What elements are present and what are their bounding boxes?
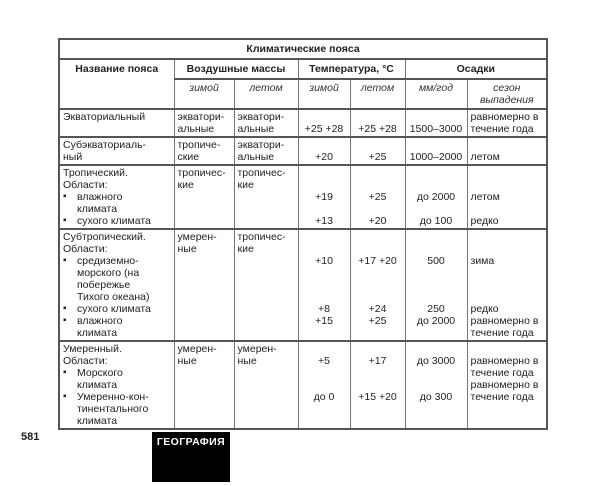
- precip-mm-cell: до 3000 до 300: [405, 341, 467, 429]
- temp-summer-cell: +25 +20: [350, 165, 405, 229]
- table-title: Климатические пояса: [59, 39, 547, 59]
- header-zone: Название пояса: [59, 59, 174, 109]
- air-summer-cell: умерен- ные: [234, 341, 298, 429]
- zone-name: Субэкваториаль- ный: [59, 137, 174, 165]
- subheader-season: сезон выпадения: [467, 79, 547, 109]
- region-dry: ▪ сухого климата: [63, 215, 171, 227]
- subheader-temp-winter: зимой: [298, 79, 350, 109]
- air-winter-cell: умерен- ные: [174, 229, 234, 341]
- air-winter-cell: экватори- альные: [174, 109, 234, 137]
- table-row-equatorial: [59, 109, 547, 137]
- precip-mm-cell: 1500–3000: [405, 109, 467, 137]
- subheader-air-summer: летом: [234, 79, 298, 109]
- temp-winter-cell: +20: [298, 137, 350, 165]
- subheader-temp-summer: летом: [350, 79, 405, 109]
- zone-name: Тропический. Области: ▪ влажного климата ▪ сухого климата: [59, 165, 174, 229]
- region-humid: ▪ влажного климата: [63, 315, 147, 339]
- subheader-air-winter: зимой: [174, 79, 234, 109]
- precip-mm-cell: 500 250 до 2000: [405, 229, 467, 341]
- table-row-temperate: [59, 341, 547, 429]
- precip-season-cell: летом редко: [467, 165, 547, 229]
- air-summer-cell: тропичес- кие: [234, 229, 298, 341]
- zone-name: Экваториальный: [59, 109, 174, 137]
- temp-summer-cell: +17 +15 +20: [350, 341, 405, 429]
- header-precipitation: Осадки: [405, 59, 547, 79]
- table-header-row: [59, 59, 547, 79]
- temp-winter-cell: +25 +28: [298, 109, 350, 137]
- region-continental: ▪ Умеренно-кон-тинентального климата: [63, 391, 157, 427]
- page-number: 581: [21, 431, 40, 443]
- table-row-subtropical: [59, 229, 547, 341]
- region-marine: ▪ Морского климата: [63, 367, 147, 391]
- air-winter-cell: тропиче- ские: [174, 137, 234, 165]
- temp-winter-cell: +5 до 0: [298, 341, 350, 429]
- precip-mm-cell: до 2000 до 100: [405, 165, 467, 229]
- temp-winter-cell: +10 +8 +15: [298, 229, 350, 341]
- subheader-mm-per-year: мм/год: [405, 79, 467, 109]
- region-mediterranean: ▪ средиземно-морского (на побережье Тихого океана): [63, 255, 163, 303]
- air-summer-cell: экватори- альные: [234, 137, 298, 165]
- table-title-row: [59, 39, 547, 59]
- air-winter-cell: тропичес- кие: [174, 165, 234, 229]
- temp-winter-cell: +19 +13: [298, 165, 350, 229]
- precip-season-cell: равномерно в течение года равномерно в течение года: [467, 341, 547, 429]
- zone-name: Субтропический. Области: ▪ средиземно-морского (на побережье Тихого океана) ▪ сухого климата ▪ влажного климата: [59, 229, 174, 341]
- air-winter-cell: умерен- ные: [174, 341, 234, 429]
- zone-name: Умеренный. Области: ▪ Морского климата ▪ Умеренно-кон-тинентального климата: [59, 341, 174, 429]
- temp-summer-cell: +25 +28: [350, 109, 405, 137]
- precip-season-cell: зима редко равномерно в течение года: [467, 229, 547, 341]
- climate-zones-table: [58, 38, 548, 430]
- air-summer-cell: экватори- альные: [234, 109, 298, 137]
- temp-summer-cell: +25: [350, 137, 405, 165]
- region-dry: ▪ сухого климата: [63, 303, 171, 315]
- temp-summer-cell: +17 +20 +24 +25: [350, 229, 405, 341]
- precip-mm-cell: 1000–2000: [405, 137, 467, 165]
- header-air-masses: Воздушные массы: [174, 59, 298, 79]
- precip-season-cell: летом: [467, 137, 547, 165]
- air-summer-cell: тропичес- кие: [234, 165, 298, 229]
- region-humid: ▪ влажного климата: [63, 191, 147, 215]
- header-temperature: Температура, °С: [298, 59, 405, 79]
- table-row-tropical: [59, 165, 547, 229]
- subject-label: ГЕОГРАФИЯ: [152, 432, 230, 482]
- table-row-subequatorial: [59, 137, 547, 165]
- precip-season-cell: равномерно в течение года: [467, 109, 547, 137]
